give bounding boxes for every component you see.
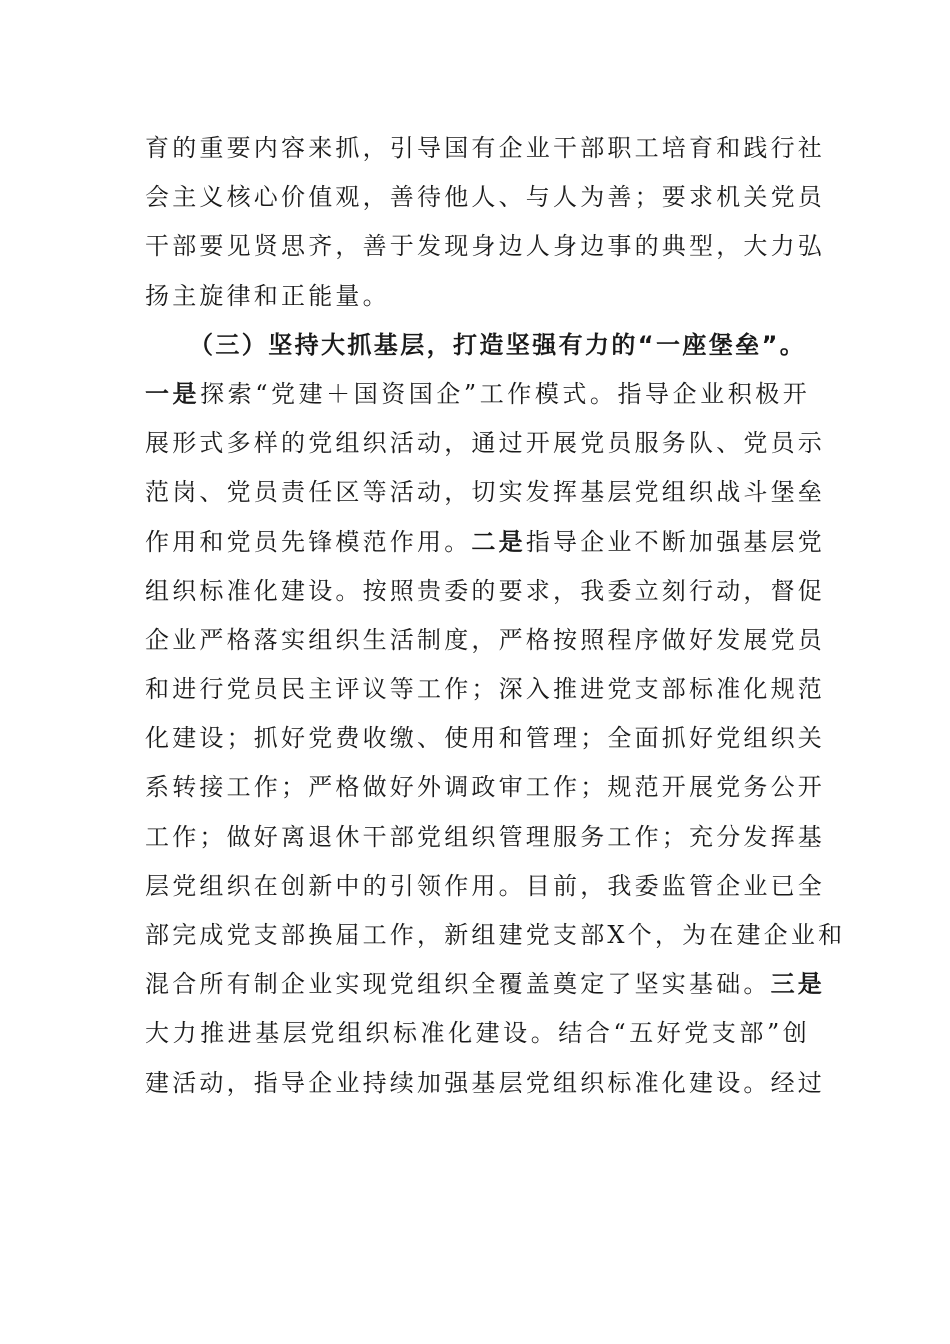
text-line: 干部要见贤思齐，善于发现身边人身边事的典型，大力弘 <box>145 232 825 261</box>
text-line: 和进行党员民主评议等工作；深入推进党支部标准化规范 <box>145 675 825 704</box>
bold-marker: 一是 <box>145 379 201 408</box>
text-line: 大力推进基层党组织标准化建设。结合“五好党支部”创 <box>145 1019 810 1048</box>
text-line: 育的重要内容来抓，引导国有企业干部职工培育和践行社 <box>145 134 825 162</box>
text-line: 层党组织在创新中的引领作用。目前，我委监管企业已全 <box>145 871 825 900</box>
text-line: 企业严格落实组织生活制度，严格按照程序做好发展党员 <box>145 625 825 654</box>
section-heading: （三）坚持大抓基层，打造坚强有力的“一座堡垒”。 <box>189 330 807 359</box>
text-line <box>145 960 826 1009</box>
document-body <box>145 124 846 1108</box>
text-line: 会主义核心价值观，善待他人、与人为善；要求机关党员 <box>145 183 825 212</box>
text-span: 混合所有制企业实现党组织全覆盖奠定了坚实基础。 <box>145 970 771 999</box>
bold-marker: 三是 <box>770 970 826 999</box>
text-line <box>145 518 826 567</box>
text-line: 组织标准化建设。按照贵委的要求，我委立刻行动，督促 <box>145 576 825 605</box>
text-line: 部完成党支部换届工作，新组建党支部X个，为在建企业和 <box>145 921 846 949</box>
text-line <box>145 370 810 419</box>
text-line: 展形式多样的党组织活动，通过开展党员服务队、党员示 <box>145 429 825 458</box>
text-span: 作用和党员先锋模范作用。 <box>145 527 472 556</box>
text-line: 建活动，指导企业持续加强基层党组织标准化建设。经过 <box>145 1068 825 1097</box>
text-line: 化建设；抓好党费收缴、使用和管理；全面抓好党组织关 <box>145 724 825 753</box>
text-line: 工作；做好离退休干部党组织管理服务工作；充分发挥基 <box>145 822 825 851</box>
text-line: 扬主旋律和正能量。 <box>145 281 390 310</box>
text-line: 范岗、党员责任区等活动，切实发挥基层党组织战斗堡垒 <box>145 478 825 507</box>
text-span: 指导企业不断加强基层党 <box>525 527 826 556</box>
text-span: 探索“党建＋国资国企”工作模式。指导企业积极开 <box>200 379 810 408</box>
bold-marker: 二是 <box>471 527 526 556</box>
text-line: 系转接工作；严格做好外调政审工作；规范开展党务公开 <box>145 773 825 802</box>
